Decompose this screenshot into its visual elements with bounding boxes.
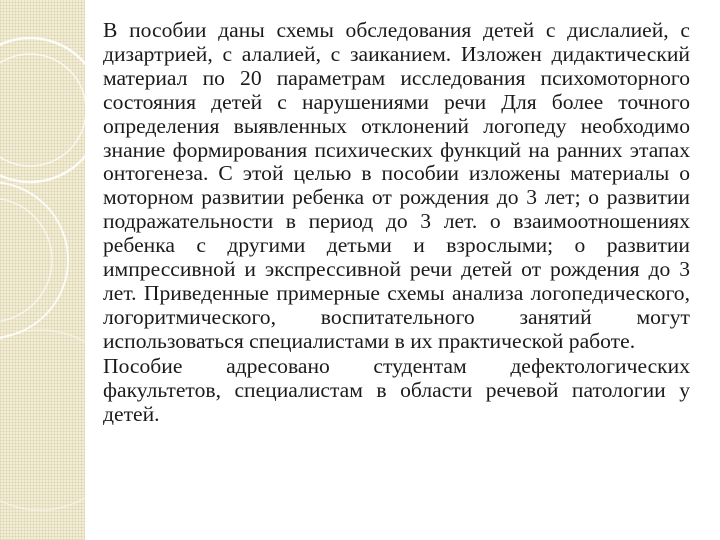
audience-paragraph: Пособие адресовано студентам дефектологических факультетов, специалистам в области речевой патологии у детей. (103, 353, 690, 426)
description-paragraph: В пособии даны схемы обследования детей с дислалией, с дизартрией, с алалией, с заиканием. Изложен дидактический материал по 20 параметрам исследования психомоторного состояния детей с нарушениями речи Для более точного определения выявленных отклонений логопеду необходимо знание формирования психических функций на ранних этапах онтогенеза. С этой целью в пособии изложены материалы о моторном развитии ребенка от рождения до 3 лет; о развитии подражательности в период до 3 лет. о взаимоотношениях ребенка с другими детьми и взрослыми; о развитии импрессивной и экспрессивной речи детей от рождения до 3 лет. Приведенные примерные схемы анализа логопедического, логоритмического, воспитательного занятий могут использоваться специалистами в их практической работе. (103, 18, 690, 353)
decorative-sidebar (0, 0, 85, 540)
circle-ornament-icon (0, 0, 85, 540)
slide-text-body (103, 19, 690, 426)
